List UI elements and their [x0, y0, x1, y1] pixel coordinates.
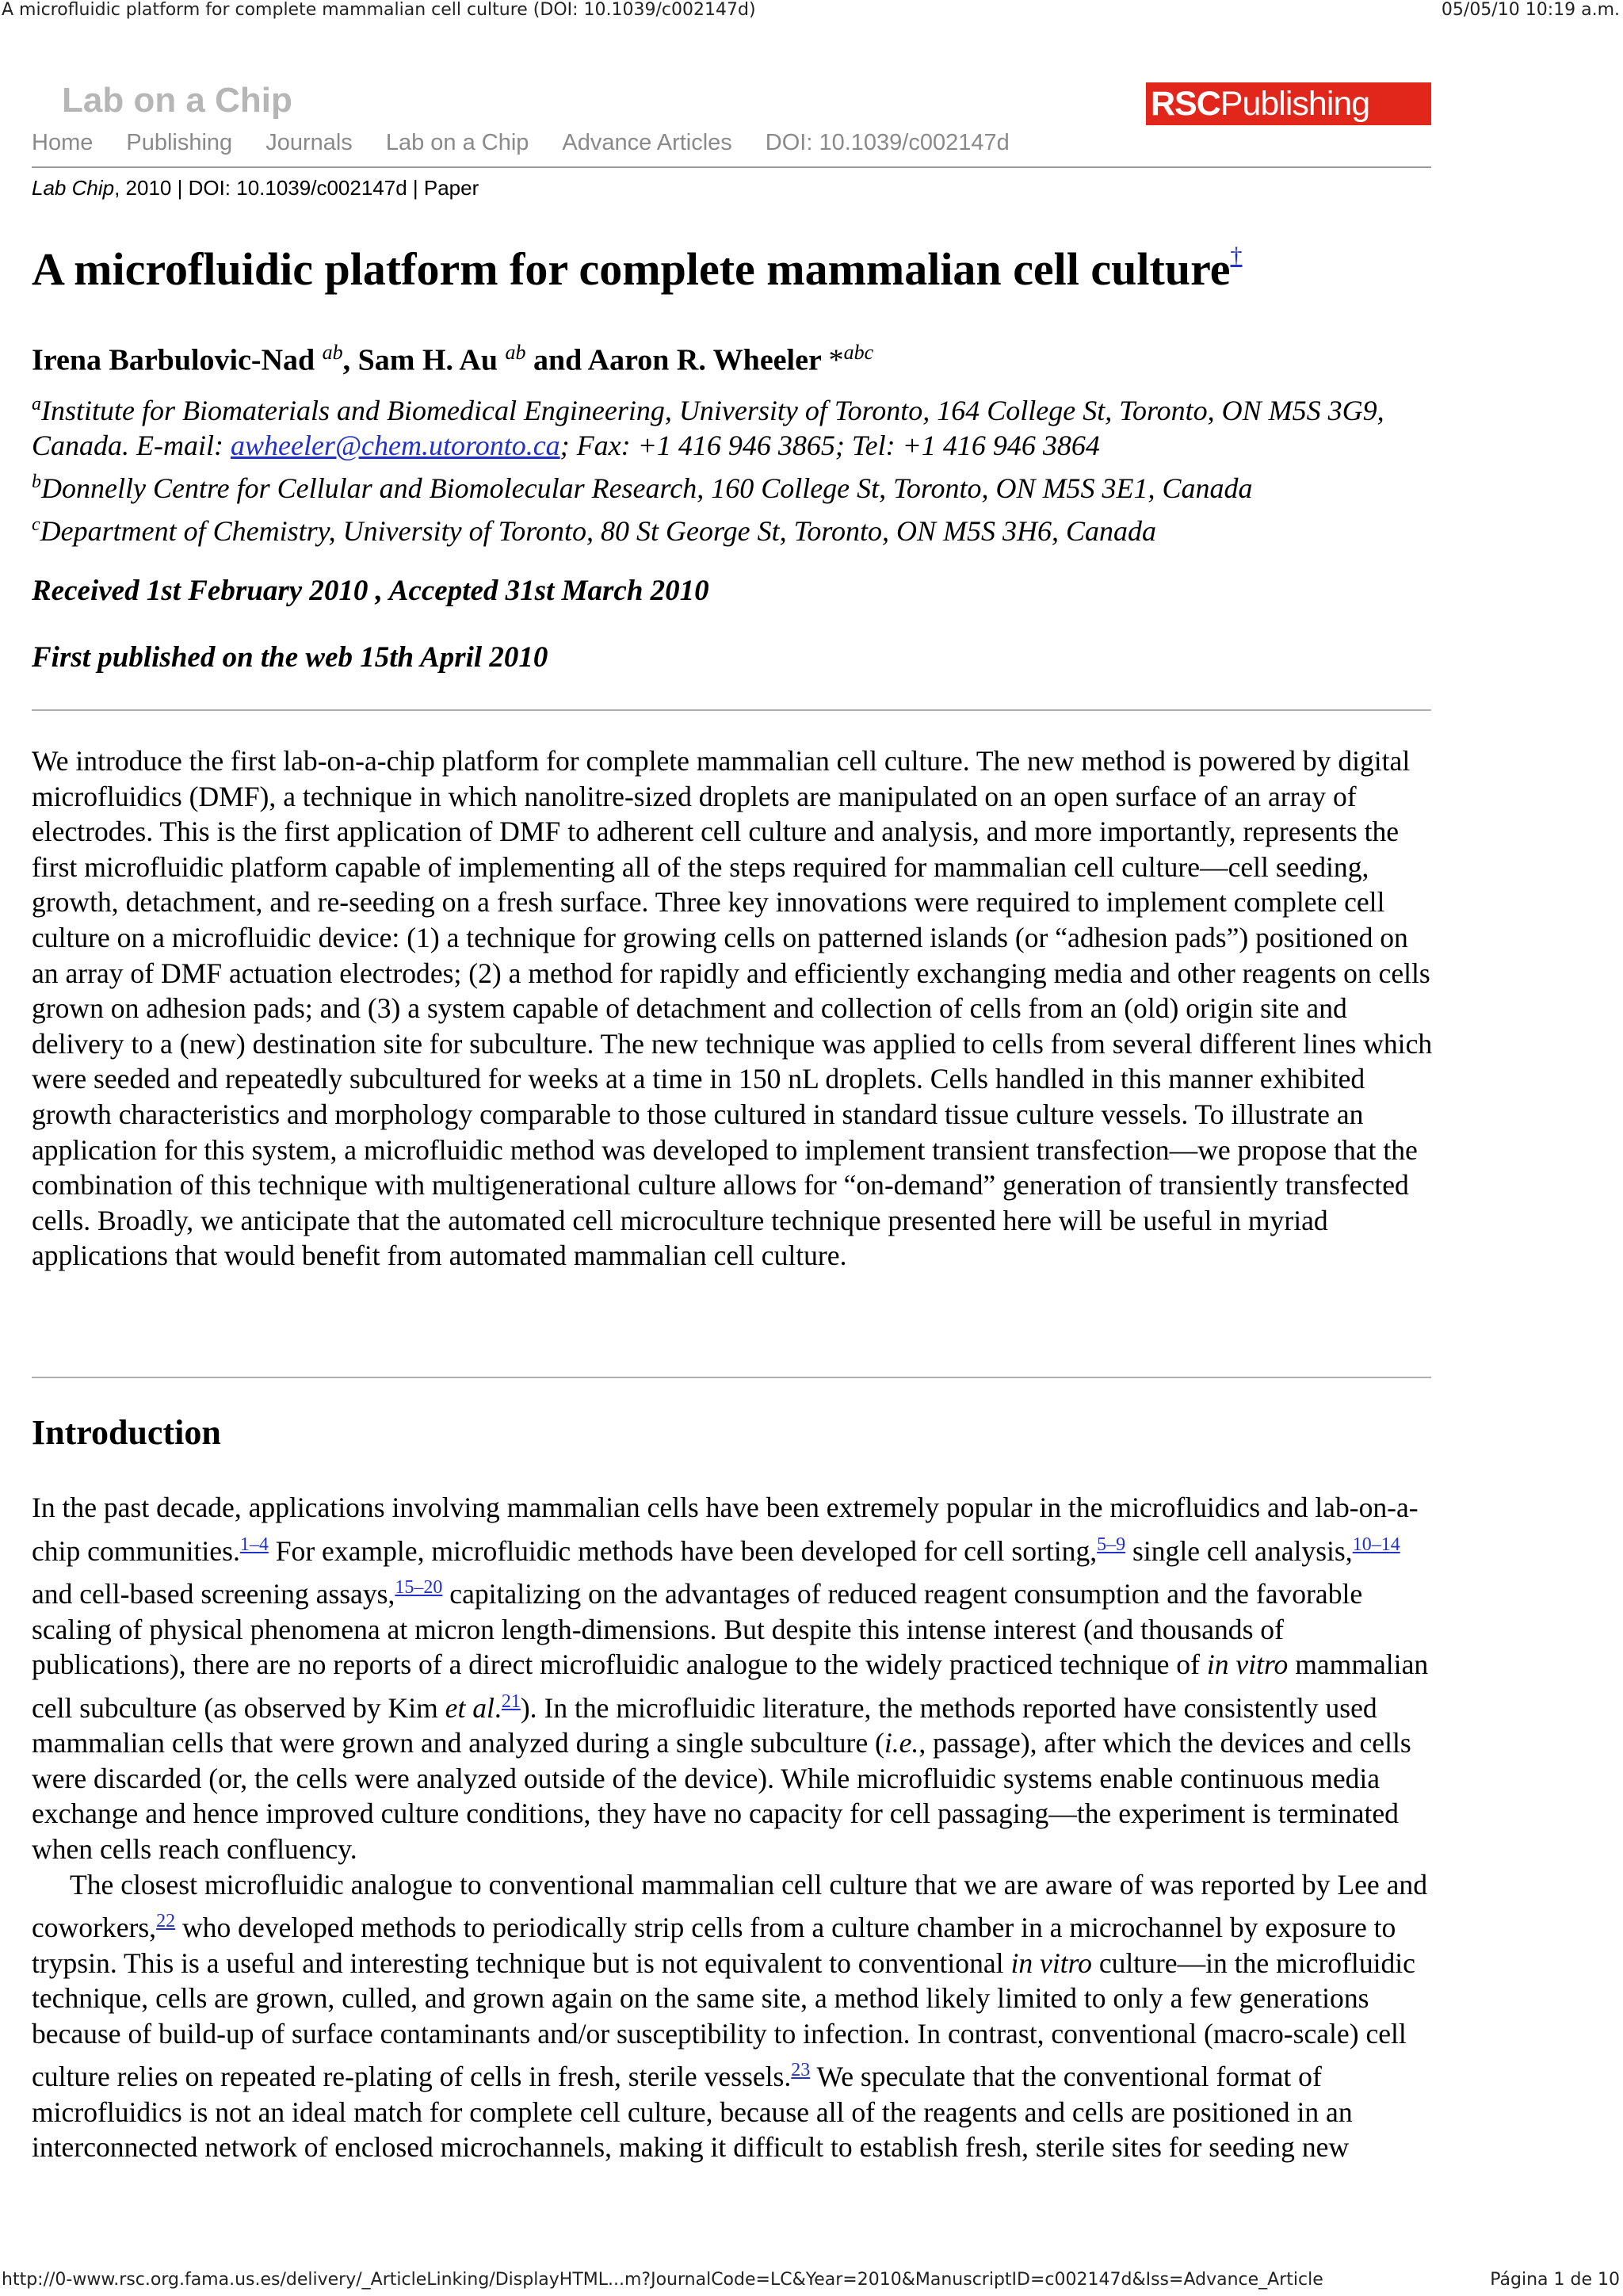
ref-link[interactable]: 1–4	[239, 1534, 269, 1555]
affil-b-text: Donnelly Centre for Cellular and Biomolecular Research, 160 College St, Toronto, ON M5S 3E1, Canada	[41, 472, 1253, 504]
abstract-top-divider	[32, 709, 1431, 711]
text-run: .	[494, 1691, 502, 1724]
affil-a-contact: ; Fax: +1 416 946 3865; Tel: +1 416 946 3864	[559, 430, 1100, 461]
ref-link[interactable]: 21	[501, 1690, 521, 1712]
nav-journals[interactable]: Journals	[265, 130, 353, 155]
text-run: culture—in the microfluidic technique, cells are grown, culled, and grown again on the same site, a method likely limited to only a few generations because of build-up of surface contaminants and/or susceptibility to infection. In contrast, conventional (macro-scale) cell culture relies on repeated re-plating of cells in fresh, sterile vessels.	[32, 1946, 1415, 2093]
corresponding-author-star: *	[828, 343, 844, 377]
nav-doi[interactable]: DOI: 10.1039/c002147d	[765, 130, 1010, 155]
author-separator: ,	[342, 343, 358, 377]
ref-link[interactable]: 5–9	[1097, 1534, 1126, 1555]
title-footnote-link[interactable]: †	[1230, 243, 1243, 269]
received-accepted-dates: Received 1st February 2010 , Accepted 31st March 2010	[32, 575, 709, 607]
author-1: Irena Barbulovic-Nad	[32, 343, 315, 377]
print-footer	[0, 2270, 1623, 2294]
article-title-text: A microfluidic platform for complete mammalian cell culture	[32, 243, 1231, 295]
text-run: single cell analysis,	[1125, 1534, 1353, 1567]
author-2-affil: ab	[505, 341, 526, 364]
text-run: The closest microfluidic analogue to conventional mammalian cell culture that we are aware of was reported by Lee and coworkers,	[32, 1868, 1427, 1943]
abstract-bottom-divider	[32, 1377, 1431, 1378]
journal-title[interactable]: Lab on a Chip	[62, 81, 292, 120]
print-timestamp: 05/05/10 10:19 a.m.	[1441, 0, 1620, 20]
abstract: We introduce the first lab-on-a-chip platform for complete mammalian cell culture. The new method is powered by digital microfluidics (DMF), a technique in which nanolitre-sized droplets are manipulated on an open surface of an array of electrodes. This is the first application of DMF to adherent cell culture and analysis, and more importantly, represents the first microfluidic platform capable of implementing all of the steps required for mammalian cell culture—cell seeding, growth, detachment, and re-seeding on a fresh surface. Three key innovations were required to implement complete cell culture on a microfluidic device: (1) a technique for growing cells on patterned islands (or “adhesion pads”) positioned on an array of DMF actuation electrodes; (2) a method for rapidly and efficiently exchanging media and other reagents on cells grown on adhesion pads; and (3) a system capable of detachment and collection of cells from an (old) origin site and delivery to a (new) destination site for subculture. The new technique was applied to cells from several different lines which were seeded and repeatedly subcultured for weeks at a time in 150 nL droplets. Cells handled in this manner exhibited growth characteristics and morphology comparable to those cultured in standard tissue culture vessels. To illustrate an application for this system, a microfluidic method was developed to implement transient transfection—we propose that the combination of this technique with multigenerational culture allows for “on-demand” generation of transiently transfected cells. Broadly, we anticipate that the automated cell microculture technique presented here will be useful in myriad applications that would benefit from automated mammalian cell culture.	[32, 745, 1433, 1272]
text-run: capitalizing on the advantages of reduced reagent consumption and the favorable scaling of physical phenomena at micron length-dimensions. But despite this intense interest (and thousands of publications), there are no reports of a direct microfluidic analogue to the widely practiced technique of	[32, 1577, 1363, 1681]
nav-lab-on-a-chip[interactable]: Lab on a Chip	[385, 130, 529, 155]
section-heading-introduction: Introduction	[32, 1413, 221, 1452]
nav-home[interactable]: Home	[32, 130, 94, 155]
affiliation-a	[32, 387, 1442, 463]
ref-link[interactable]: 23	[791, 2060, 811, 2081]
affil-c-marker: c	[32, 514, 40, 535]
nav-advance-articles[interactable]: Advance Articles	[562, 130, 732, 155]
introduction-body	[32, 1490, 1434, 2165]
italic-term: i.e.	[884, 1727, 919, 1759]
ref-link[interactable]: 22	[156, 1911, 176, 1932]
author-2: Sam H. Au	[357, 343, 498, 377]
rsc-publishing-logo[interactable]	[1146, 82, 1431, 125]
citation-details: , 2010 | DOI: 10.1039/c002147d | Paper	[114, 176, 479, 200]
nav-divider	[32, 166, 1431, 168]
print-url: http://0-www.rsc.org.fama.us.es/delivery/_ArticleLinking/DisplayHTML...m?JournalCode=LC&Year=2010&ManuscriptID=c002147d&Iss=Advance_Article	[2, 2270, 1323, 2290]
text-run: In the past decade, applications involving mammalian cells have been extremely popular in the microfluidics and lab-on-a-chip communities.	[32, 1492, 1419, 1567]
nav-publishing[interactable]: Publishing	[126, 130, 233, 155]
text-run: We speculate that the conventional format of microfluidics is not an ideal match for complete cell culture, because all of the reagents and cells are positioned in an interconnected network of enclosed microchannels, making it difficult to establish fresh, sterile sites for seeding new	[32, 2061, 1353, 2164]
italic-term: in vitro	[1206, 1648, 1289, 1681]
email-link[interactable]: awheeler@chem.utoronto.ca	[230, 430, 560, 461]
affiliation-b	[32, 464, 1442, 506]
print-page-title: A microfluidic platform for complete mammalian cell culture (DOI: 10.1039/c002147d)	[2, 0, 756, 20]
breadcrumb-nav	[32, 130, 1043, 156]
text-run: and cell-based screening assays,	[32, 1577, 395, 1610]
article-title	[32, 243, 1243, 296]
italic-term: in vitro	[1010, 1946, 1092, 1979]
citation-journal: Lab Chip	[32, 176, 115, 200]
print-header	[0, 0, 1623, 24]
citation-line	[32, 176, 479, 201]
text-run: ). In the microfluidic literature, the methods reported have consistently used mammalian cells that were grown and analyzed during a single subculture (	[32, 1691, 1377, 1759]
ref-link[interactable]: 10–14	[1352, 1534, 1400, 1555]
print-page-number: Página 1 de 10	[1490, 2270, 1620, 2290]
text-run: , passage), after which the devices and cells were discarded (or, the cells were analyzed outside of the device). While microfluidic systems enable continuous media exchange and hence improved culture conditions, they have no capacity for cell passaging—the experiment is terminated when cells reach confluency.	[32, 1727, 1411, 1865]
intro-paragraph-2	[32, 1867, 1434, 2165]
author-list	[32, 341, 873, 378]
affil-b-marker: b	[32, 472, 41, 492]
author-separator: and	[525, 343, 588, 377]
author-1-affil: ab	[322, 341, 343, 364]
text-run: who developed methods to periodically strip cells from a culture chamber in a microchannel by exposure to trypsin. This is a useful and interesting technique but is not equivalent to conventional	[32, 1911, 1396, 1979]
logo-rsc-text: RSC	[1151, 85, 1220, 123]
affiliation-c	[32, 507, 1442, 548]
affil-a-text: Institute for Biomaterials and Biomedical Engineering, University of Toronto, 164 College St, Toronto, ON M5S 3G9, Canada. E-mail:	[32, 395, 1384, 461]
ref-link[interactable]: 15–20	[395, 1577, 443, 1599]
text-run: For example, microfluidic methods have been developed for cell sorting,	[268, 1534, 1098, 1567]
author-3-affil: abc	[843, 341, 874, 364]
first-published-date: First published on the web 15th April 2010	[32, 641, 548, 674]
author-3: Aaron R. Wheeler	[587, 343, 822, 377]
italic-term: et al	[445, 1691, 495, 1724]
text-run: mammalian cell subculture (as observed by Kim	[32, 1648, 1429, 1724]
affil-c-text: Department of Chemistry, University of Toronto, 80 St George St, Toronto, ON M5S 3H6, Canada	[40, 515, 1157, 547]
intro-paragraph-1	[32, 1490, 1434, 1867]
logo-publishing-text: Publishing	[1220, 85, 1370, 123]
affil-a-marker: a	[32, 394, 41, 415]
